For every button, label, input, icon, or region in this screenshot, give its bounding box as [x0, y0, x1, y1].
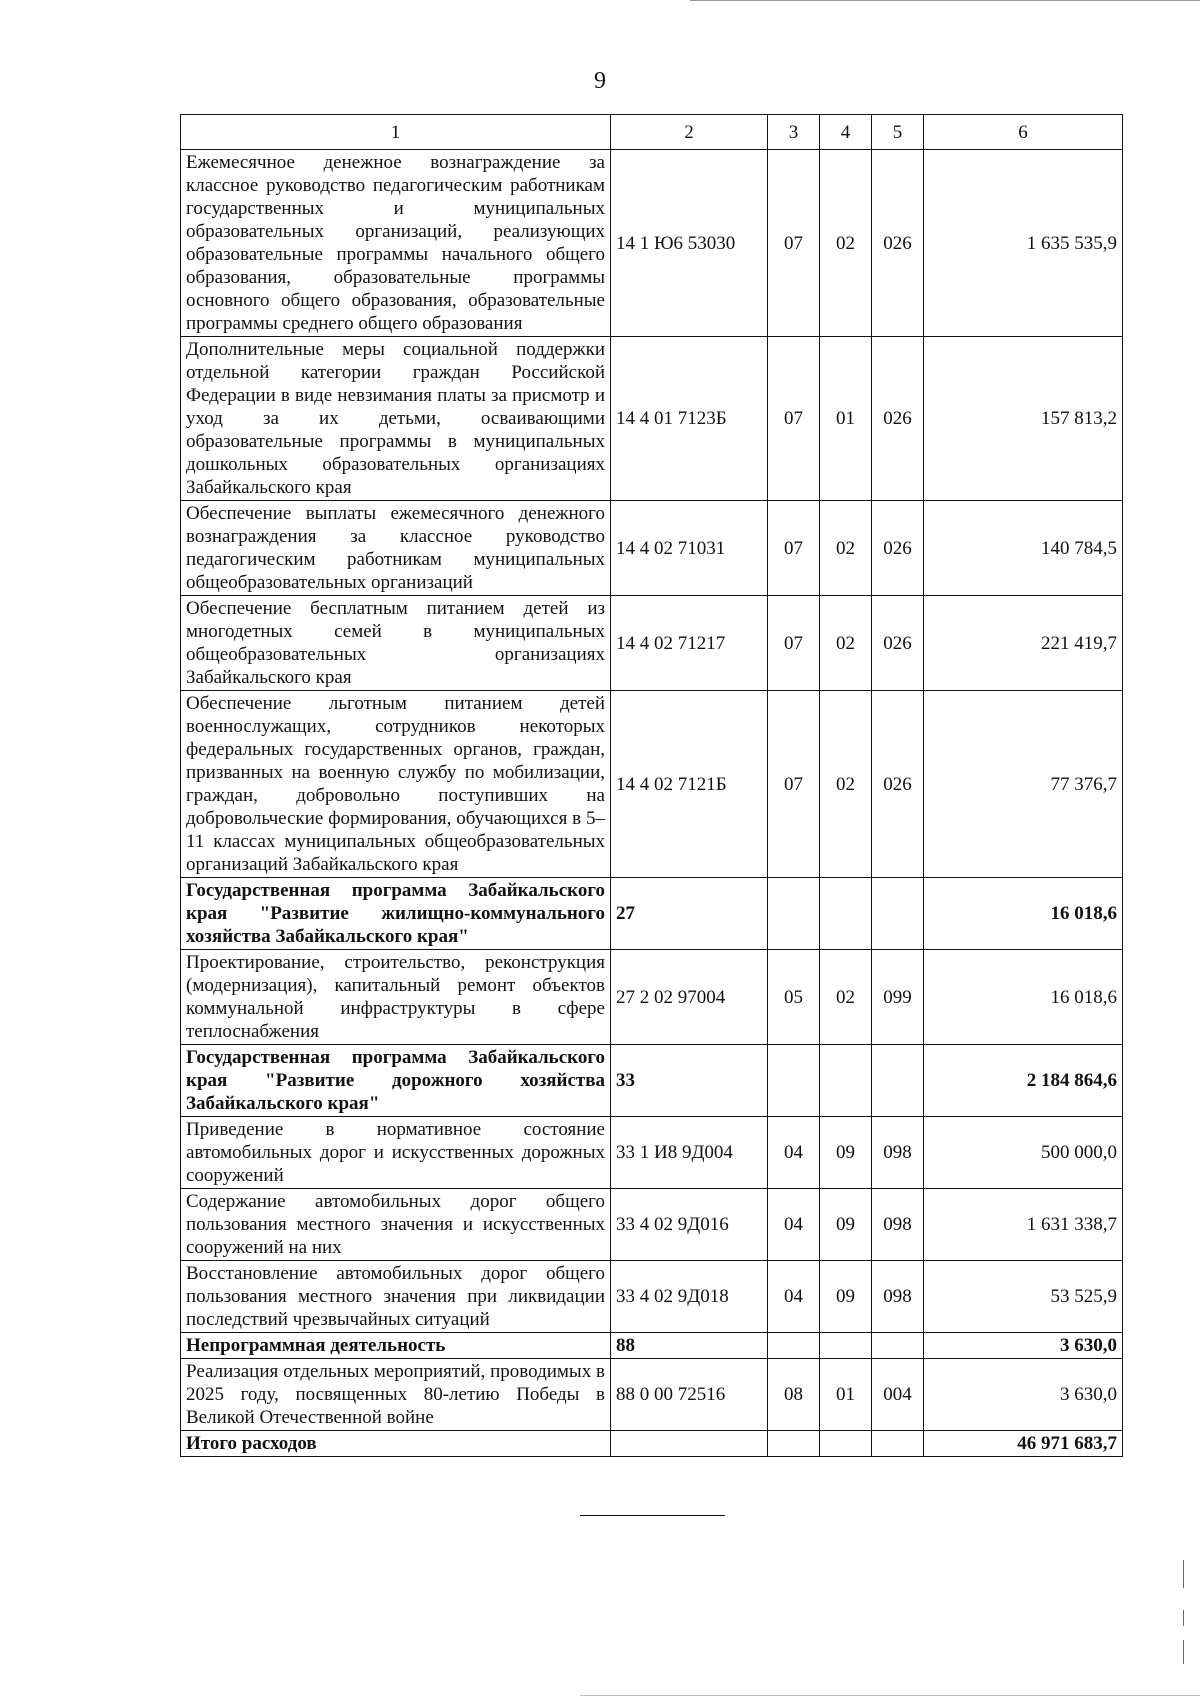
scan-edge-top: [690, 0, 1200, 1]
program-code-cell: 27 2 02 97004: [611, 950, 768, 1045]
program-code-cell: 33 4 02 9Д018: [611, 1261, 768, 1333]
expense-type-code-cell: 098: [872, 1261, 924, 1333]
table-row: [181, 596, 1123, 691]
expense-type-code-cell: 026: [872, 596, 924, 691]
section-code-cell: 07: [768, 596, 820, 691]
expense-type-code-cell: 026: [872, 691, 924, 878]
expense-name-cell: Проектирование, строительство, реконструкция (модернизация), капитальный ремонт объектов коммунальной инфраструктуры в сфере теплоснабжения: [181, 950, 611, 1045]
amount-cell: 157 813,2: [924, 337, 1123, 501]
subsection-code-cell: 01: [820, 337, 872, 501]
table-row: [181, 1431, 1123, 1457]
expense-name-cell: Реализация отдельных мероприятий, проводимых в 2025 году, посвященных 80-летию Победы в Великой Отечественной войне: [181, 1359, 611, 1431]
section-code-cell: [768, 1045, 820, 1117]
page-number: 9: [594, 68, 606, 94]
expense-type-code-cell: 026: [872, 501, 924, 596]
expense-type-code-cell: [872, 1045, 924, 1117]
amount-cell: 1 635 535,9: [924, 150, 1123, 337]
section-code-cell: [768, 878, 820, 950]
expense-name-cell: Содержание автомобильных дорог общего пользования местного значения и искусственных сооружений на них: [181, 1189, 611, 1261]
amount-cell: 16 018,6: [924, 950, 1123, 1045]
table-row: [181, 1333, 1123, 1359]
subsection-code-cell: [820, 1333, 872, 1359]
table-row: [181, 1045, 1123, 1117]
expense-type-code-cell: [872, 1431, 924, 1457]
amount-cell: 3 630,0: [924, 1333, 1123, 1359]
section-code-cell: [768, 1431, 820, 1457]
program-code-cell: 88: [611, 1333, 768, 1359]
subsection-code-cell: 02: [820, 501, 872, 596]
subsection-code-cell: 09: [820, 1189, 872, 1261]
program-code-cell: 14 1 Ю6 53030: [611, 150, 768, 337]
program-code-cell: 33: [611, 1045, 768, 1117]
expense-name-cell: Итого расходов: [181, 1431, 611, 1457]
program-code-cell: 33 4 02 9Д016: [611, 1189, 768, 1261]
table-row: [181, 1117, 1123, 1189]
expense-type-code-cell: 026: [872, 337, 924, 501]
subsection-code-cell: [820, 1431, 872, 1457]
end-of-document-rule: [580, 1515, 725, 1516]
program-code-cell: 14 4 01 7123Б: [611, 337, 768, 501]
program-code-cell: 14 4 02 71217: [611, 596, 768, 691]
expense-type-code-cell: [872, 878, 924, 950]
subsection-code-cell: 09: [820, 1261, 872, 1333]
expense-type-code-cell: 026: [872, 150, 924, 337]
amount-cell: 140 784,5: [924, 501, 1123, 596]
column-header: 4: [820, 115, 872, 150]
column-header: 1: [181, 115, 611, 150]
expense-type-code-cell: 098: [872, 1189, 924, 1261]
amount-cell: 77 376,7: [924, 691, 1123, 878]
scan-artifact: [1183, 1640, 1184, 1664]
amount-cell: 1 631 338,7: [924, 1189, 1123, 1261]
expense-type-code-cell: 098: [872, 1117, 924, 1189]
expense-name-cell: Обеспечение выплаты ежемесячного денежного вознаграждения за классное руководство педагогическим работникам муниципальных общеобразовательных организаций: [181, 501, 611, 596]
section-code-cell: 07: [768, 691, 820, 878]
section-code-cell: 07: [768, 337, 820, 501]
scan-artifact: [1183, 1610, 1184, 1626]
section-code-cell: 07: [768, 150, 820, 337]
expense-type-code-cell: 099: [872, 950, 924, 1045]
expense-name-cell: Обеспечение льготным питанием детей военнослужащих, сотрудников некоторых федеральных государственных органов, граждан, призванных на военную службу по мобилизации, граждан, добровольно поступивших на добровольческие формирования, обучающихся в 5–11 классах муниципальных общеобразовательных организаций Забайкальского края: [181, 691, 611, 878]
program-code-cell: 14 4 02 7121Б: [611, 691, 768, 878]
column-header: 3: [768, 115, 820, 150]
subsection-code-cell: [820, 878, 872, 950]
table-row: [181, 150, 1123, 337]
expenditure-table: [180, 114, 1123, 1457]
section-code-cell: 04: [768, 1261, 820, 1333]
program-code-cell: 88 0 00 72516: [611, 1359, 768, 1431]
scan-edge-bottom: [580, 1695, 1200, 1696]
table-row: [181, 878, 1123, 950]
table-row: [181, 950, 1123, 1045]
section-code-cell: 08: [768, 1359, 820, 1431]
amount-cell: 500 000,0: [924, 1117, 1123, 1189]
program-code-cell: 14 4 02 71031: [611, 501, 768, 596]
scan-artifact: [1183, 1560, 1184, 1588]
amount-cell: 2 184 864,6: [924, 1045, 1123, 1117]
column-header: 2: [611, 115, 768, 150]
amount-cell: 46 971 683,7: [924, 1431, 1123, 1457]
subsection-code-cell: [820, 1045, 872, 1117]
section-code-cell: 04: [768, 1117, 820, 1189]
subsection-code-cell: 01: [820, 1359, 872, 1431]
table-row: [181, 337, 1123, 501]
subsection-code-cell: 02: [820, 596, 872, 691]
section-code-cell: [768, 1333, 820, 1359]
section-code-cell: 04: [768, 1189, 820, 1261]
program-code-cell: [611, 1431, 768, 1457]
table-header-row: [181, 115, 1123, 150]
table-row: [181, 1359, 1123, 1431]
expense-name-cell: Непрограммная деятельность: [181, 1333, 611, 1359]
expense-name-cell: Государственная программа Забайкальского края "Развитие дорожного хозяйства Забайкальского края": [181, 1045, 611, 1117]
amount-cell: 3 630,0: [924, 1359, 1123, 1431]
table-row: [181, 1261, 1123, 1333]
expense-name-cell: Обеспечение бесплатным питанием детей из многодетных семей в муниципальных общеобразовательных организациях Забайкальского края: [181, 596, 611, 691]
expense-name-cell: Дополнительные меры социальной поддержки отдельной категории граждан Российской Федерации в виде невзимания платы за присмотр и уход за их детьми, осваивающими образовательные программы в муниципальных дошкольных образовательных организациях Забайкальского края: [181, 337, 611, 501]
expense-name-cell: Государственная программа Забайкальского края "Развитие жилищно-коммунального хозяйства Забайкальского края": [181, 878, 611, 950]
amount-cell: 16 018,6: [924, 878, 1123, 950]
subsection-code-cell: 02: [820, 950, 872, 1045]
table-row: [181, 691, 1123, 878]
program-code-cell: 27: [611, 878, 768, 950]
column-header: 6: [924, 115, 1123, 150]
expense-type-code-cell: [872, 1333, 924, 1359]
subsection-code-cell: 02: [820, 691, 872, 878]
amount-cell: 53 525,9: [924, 1261, 1123, 1333]
table-row: [181, 501, 1123, 596]
program-code-cell: 33 1 И8 9Д004: [611, 1117, 768, 1189]
table-row: [181, 1189, 1123, 1261]
subsection-code-cell: 02: [820, 150, 872, 337]
column-header: 5: [872, 115, 924, 150]
section-code-cell: 07: [768, 501, 820, 596]
subsection-code-cell: 09: [820, 1117, 872, 1189]
amount-cell: 221 419,7: [924, 596, 1123, 691]
expense-name-cell: Ежемесячное денежное вознаграждение за классное руководство педагогическим работникам государственных и муниципальных образовательных организаций, реализующих образовательные программы начального общего образования, образовательные программы основного общего образования, образовательные программы среднего общего образования: [181, 150, 611, 337]
section-code-cell: 05: [768, 950, 820, 1045]
expense-type-code-cell: 004: [872, 1359, 924, 1431]
expense-name-cell: Приведение в нормативное состояние автомобильных дорог и искусственных дорожных сооружений: [181, 1117, 611, 1189]
expense-name-cell: Восстановление автомобильных дорог общего пользования местного значения при ликвидации последствий чрезвычайных ситуаций: [181, 1261, 611, 1333]
